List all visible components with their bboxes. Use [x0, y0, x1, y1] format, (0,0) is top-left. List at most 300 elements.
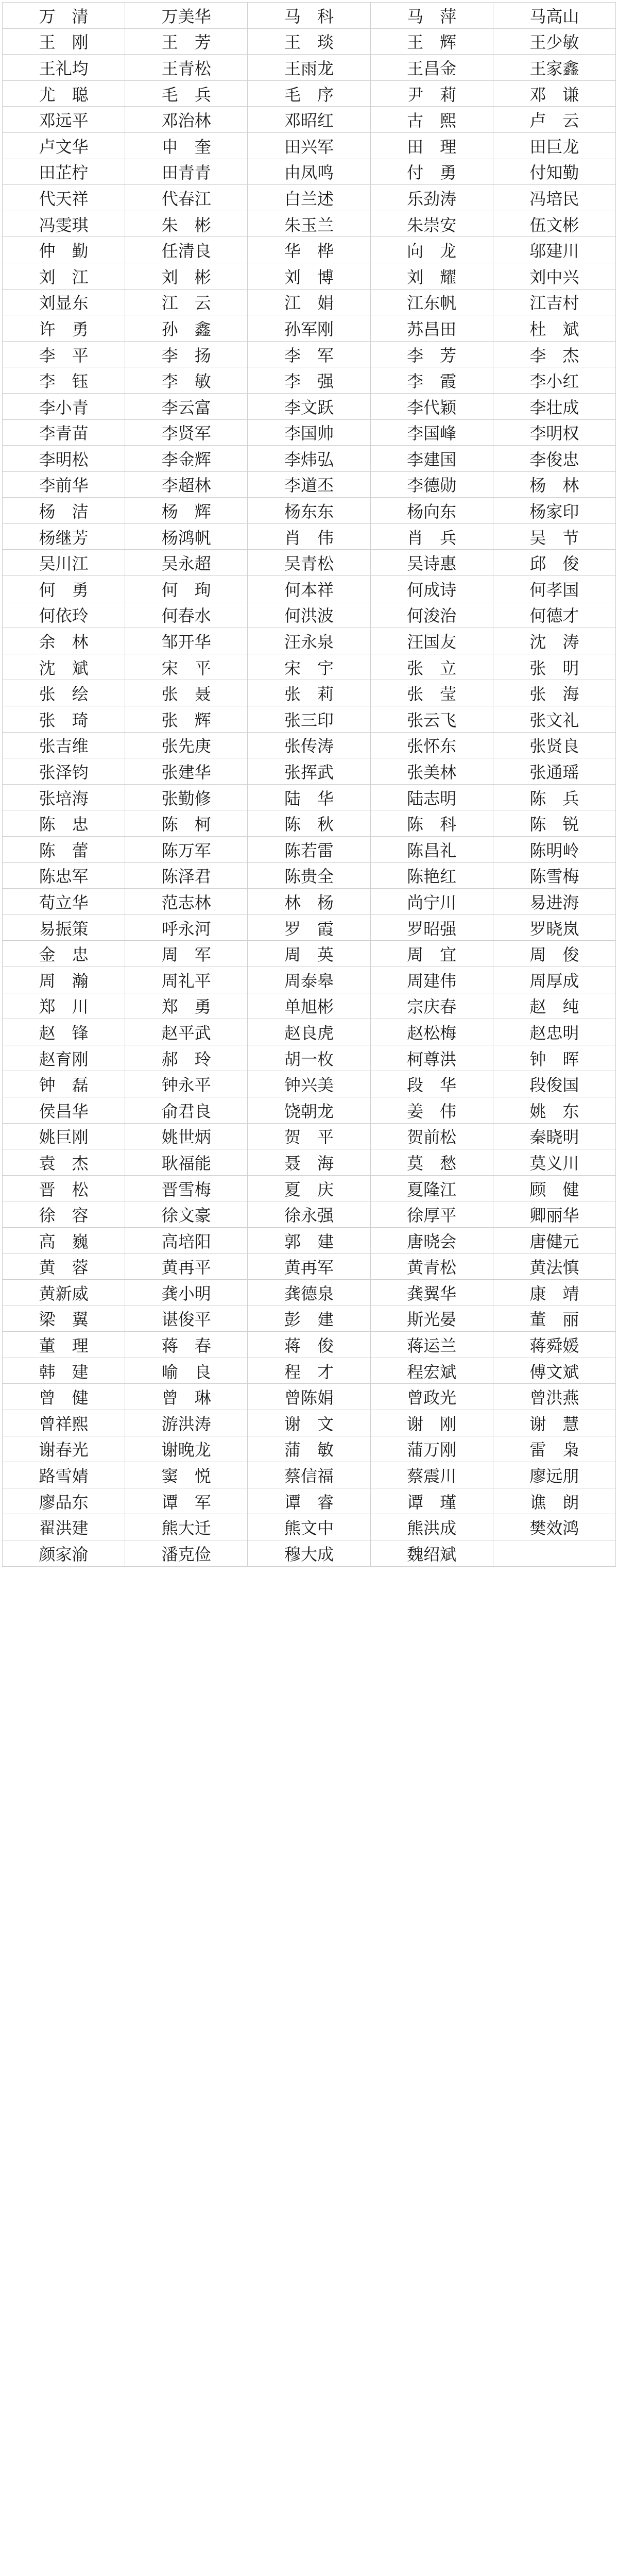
name-cell: 王 琰 — [248, 28, 370, 55]
name-cell: 夏 庆 — [248, 1175, 370, 1201]
name-cell: 乐劲涛 — [370, 185, 493, 211]
name-cell: 宗庆春 — [370, 993, 493, 1019]
name-cell: 张 海 — [493, 680, 615, 706]
name-cell: 何浚治 — [370, 602, 493, 628]
name-cell: 周 宜 — [370, 941, 493, 967]
name-cell: 呼永河 — [125, 914, 248, 941]
table-row — [3, 1175, 616, 1201]
table-row — [3, 706, 616, 733]
name-cell: 徐文豪 — [125, 1201, 248, 1228]
name-cell: 康 靖 — [493, 1280, 615, 1306]
name-cell: 曾陈娟 — [248, 1384, 370, 1410]
table-row — [3, 1097, 616, 1123]
table-row — [3, 1123, 616, 1149]
name-cell: 李 敏 — [125, 367, 248, 394]
name-cell: 张云飞 — [370, 706, 493, 733]
name-cell: 田青青 — [125, 159, 248, 185]
name-cell: 代春江 — [125, 185, 248, 211]
name-cell: 王礼均 — [3, 55, 125, 81]
name-cell: 范志林 — [125, 889, 248, 915]
name-cell: 周 军 — [125, 941, 248, 967]
name-cell: 何 珣 — [125, 576, 248, 602]
name-cell: 李 扬 — [125, 341, 248, 367]
table-row — [3, 263, 616, 289]
name-cell: 张 绘 — [3, 680, 125, 706]
name-cell: 田 理 — [370, 132, 493, 159]
name-cell: 李国帅 — [248, 419, 370, 446]
table-row — [3, 1436, 616, 1462]
name-cell: 由凤鸣 — [248, 159, 370, 185]
table-row — [3, 1462, 616, 1488]
name-cell: 江 娟 — [248, 289, 370, 315]
name-cell: 林 杨 — [248, 889, 370, 915]
name-cell: 赵育刚 — [3, 1045, 125, 1071]
name-cell: 龚德泉 — [248, 1280, 370, 1306]
table-row — [3, 1488, 616, 1514]
table-row — [3, 576, 616, 602]
name-cell: 冯雯琪 — [3, 211, 125, 237]
name-cell: 罗昭强 — [370, 914, 493, 941]
name-cell: 尤 聪 — [3, 80, 125, 107]
name-cell: 曾祥熙 — [3, 1410, 125, 1436]
table-row — [3, 1149, 616, 1176]
table-row — [3, 1280, 616, 1306]
name-cell: 陈 忠 — [3, 810, 125, 837]
name-cell: 黄法慎 — [493, 1253, 615, 1280]
table-row — [3, 810, 616, 837]
name-cell: 黄 蓉 — [3, 1253, 125, 1280]
name-cell: 王 刚 — [3, 28, 125, 55]
name-cell: 李炜弘 — [248, 446, 370, 472]
table-row — [3, 862, 616, 889]
name-cell: 张建华 — [125, 758, 248, 785]
table-row — [3, 1410, 616, 1436]
table-row — [3, 55, 616, 81]
name-cell: 李青苗 — [3, 419, 125, 446]
name-cell: 徐永强 — [248, 1201, 370, 1228]
name-cell: 徐 容 — [3, 1201, 125, 1228]
name-cell: 李明松 — [3, 446, 125, 472]
table-row — [3, 837, 616, 863]
name-cell: 毛 兵 — [125, 80, 248, 107]
name-cell: 张培海 — [3, 784, 125, 810]
table-row — [3, 1358, 616, 1384]
name-cell: 熊洪成 — [370, 1514, 493, 1540]
name-cell: 陈 锐 — [493, 810, 615, 837]
table-row — [3, 3, 616, 29]
name-cell: 张 聂 — [125, 680, 248, 706]
name-cell: 蒲万刚 — [370, 1436, 493, 1462]
name-cell: 张挥武 — [248, 758, 370, 785]
table-row — [3, 1514, 616, 1540]
name-cell: 李明权 — [493, 419, 615, 446]
name-cell: 钟 晖 — [493, 1045, 615, 1071]
name-cell: 姚世炳 — [125, 1123, 248, 1149]
name-cell: 周厚成 — [493, 967, 615, 993]
name-cell: 沈 涛 — [493, 628, 615, 654]
name-cell: 王少敏 — [493, 28, 615, 55]
name-cell: 梁 翼 — [3, 1306, 125, 1332]
name-cell: 杨 洁 — [3, 498, 125, 524]
name-cell: 韩 建 — [3, 1358, 125, 1384]
name-cell: 郭 建 — [248, 1227, 370, 1253]
name-cell: 伍文彬 — [493, 211, 615, 237]
name-cell: 柯尊洪 — [370, 1045, 493, 1071]
name-cell: 杨东东 — [248, 498, 370, 524]
name-cell: 张传涛 — [248, 732, 370, 758]
name-cell: 杨家印 — [493, 498, 615, 524]
name-cell: 朱崇安 — [370, 211, 493, 237]
name-cell: 卢 云 — [493, 107, 615, 133]
name-cell: 谢 刚 — [370, 1410, 493, 1436]
name-cell: 陈若雷 — [248, 837, 370, 863]
name-cell: 王家鑫 — [493, 55, 615, 81]
name-cell: 谢春光 — [3, 1436, 125, 1462]
name-cell: 陈艳红 — [370, 862, 493, 889]
table-row — [3, 80, 616, 107]
name-cell: 张贤良 — [493, 732, 615, 758]
table-row — [3, 993, 616, 1019]
name-cell: 雷 枭 — [493, 1436, 615, 1462]
name-cell: 陈雪梅 — [493, 862, 615, 889]
name-cell: 谢 慧 — [493, 1410, 615, 1436]
name-cell: 熊文中 — [248, 1514, 370, 1540]
name-cell: 赵松梅 — [370, 1019, 493, 1045]
table-row — [3, 341, 616, 367]
name-cell: 李建国 — [370, 446, 493, 472]
name-cell: 张怀东 — [370, 732, 493, 758]
name-cell: 李 杰 — [493, 341, 615, 367]
name-cell: 何春水 — [125, 602, 248, 628]
name-cell: 汪永泉 — [248, 628, 370, 654]
name-cell: 何孝国 — [493, 576, 615, 602]
name-cell: 赵忠明 — [493, 1019, 615, 1045]
name-cell: 斯光晏 — [370, 1306, 493, 1332]
name-cell: 李贤军 — [125, 419, 248, 446]
table-row — [3, 732, 616, 758]
table-row — [3, 784, 616, 810]
table-row — [3, 680, 616, 706]
name-cell: 李金辉 — [125, 446, 248, 472]
name-cell: 沈 斌 — [3, 654, 125, 680]
name-cell: 李小红 — [493, 367, 615, 394]
table-row — [3, 185, 616, 211]
table-row — [3, 132, 616, 159]
name-cell: 樊效鸿 — [493, 1514, 615, 1540]
name-cell: 付知勤 — [493, 159, 615, 185]
name-cell: 宋 平 — [125, 654, 248, 680]
name-cell: 钟永平 — [125, 1071, 248, 1097]
table-row — [3, 1253, 616, 1280]
name-cell: 晋 松 — [3, 1175, 125, 1201]
name-cell: 蒋运兰 — [370, 1332, 493, 1358]
name-cell: 姜 伟 — [370, 1097, 493, 1123]
name-cell: 翟洪建 — [3, 1514, 125, 1540]
name-cell: 钟兴美 — [248, 1071, 370, 1097]
name-cell: 杨 林 — [493, 471, 615, 498]
name-cell: 郑 勇 — [125, 993, 248, 1019]
table-row — [3, 602, 616, 628]
name-cell: 冯培民 — [493, 185, 615, 211]
name-cell: 莫义川 — [493, 1149, 615, 1176]
name-cell: 何 勇 — [3, 576, 125, 602]
name-cell: 杨继芳 — [3, 523, 125, 550]
name-cell: 黄再军 — [248, 1253, 370, 1280]
name-cell: 刘 江 — [3, 263, 125, 289]
name-cell: 张先庚 — [125, 732, 248, 758]
name-cell: 蒲 敏 — [248, 1436, 370, 1462]
name-cell: 金 忠 — [3, 941, 125, 967]
table-row — [3, 419, 616, 446]
name-cell: 李前华 — [3, 471, 125, 498]
name-cell: 江 云 — [125, 289, 248, 315]
name-cell: 邓远平 — [3, 107, 125, 133]
name-cell: 姚 东 — [493, 1097, 615, 1123]
name-cell: 卢文华 — [3, 132, 125, 159]
name-cell: 刘中兴 — [493, 263, 615, 289]
table-row — [3, 1332, 616, 1358]
name-cell: 龚翼华 — [370, 1280, 493, 1306]
name-cell: 单旭彬 — [248, 993, 370, 1019]
name-cell: 李道丕 — [248, 471, 370, 498]
name-cell: 赵平武 — [125, 1019, 248, 1045]
name-cell: 陈昌礼 — [370, 837, 493, 863]
table-row — [3, 1384, 616, 1410]
name-cell: 汪国友 — [370, 628, 493, 654]
name-cell: 黄再平 — [125, 1253, 248, 1280]
name-cell — [493, 1540, 615, 1567]
name-cell: 李俊忠 — [493, 446, 615, 472]
name-cell: 胡一枚 — [248, 1045, 370, 1071]
table-row — [3, 211, 616, 237]
name-cell: 张美林 — [370, 758, 493, 785]
name-cell: 傅文斌 — [493, 1358, 615, 1384]
name-cell: 周 英 — [248, 941, 370, 967]
table-row — [3, 393, 616, 419]
name-cell: 田芷柠 — [3, 159, 125, 185]
name-cell: 王青松 — [125, 55, 248, 81]
name-cell: 潘克俭 — [125, 1540, 248, 1567]
name-cell: 易进海 — [493, 889, 615, 915]
name-cell: 杨向东 — [370, 498, 493, 524]
name-cell: 刘 博 — [248, 263, 370, 289]
name-cell: 廖远朋 — [493, 1462, 615, 1488]
name-cell: 周泰皋 — [248, 967, 370, 993]
name-cell: 张 立 — [370, 654, 493, 680]
name-cell: 张 辉 — [125, 706, 248, 733]
name-cell: 朱 彬 — [125, 211, 248, 237]
name-cell: 张泽钧 — [3, 758, 125, 785]
table-row — [3, 1045, 616, 1071]
table-row — [3, 1540, 616, 1567]
table-row — [3, 28, 616, 55]
name-cell: 俞君良 — [125, 1097, 248, 1123]
name-cell: 程宏斌 — [370, 1358, 493, 1384]
name-cell: 曾政光 — [370, 1384, 493, 1410]
name-cell: 邓 谦 — [493, 80, 615, 107]
table-row — [3, 523, 616, 550]
name-cell: 徐厚平 — [370, 1201, 493, 1228]
name-cell: 何依玲 — [3, 602, 125, 628]
table-row — [3, 1071, 616, 1097]
name-cell: 杜 斌 — [493, 315, 615, 342]
name-cell: 李小青 — [3, 393, 125, 419]
name-cell: 颜家渝 — [3, 1540, 125, 1567]
name-cell: 申 奎 — [125, 132, 248, 159]
name-cell: 谌俊平 — [125, 1306, 248, 1332]
name-cell: 马 科 — [248, 3, 370, 29]
name-cell: 张 明 — [493, 654, 615, 680]
name-cell: 路雪婧 — [3, 1462, 125, 1488]
name-cell: 张勤修 — [125, 784, 248, 810]
name-cell: 王 芳 — [125, 28, 248, 55]
name-cell: 毛 序 — [248, 80, 370, 107]
name-cell: 陈 兵 — [493, 784, 615, 810]
name-cell: 孙军刚 — [248, 315, 370, 342]
table-row — [3, 367, 616, 394]
name-cell: 周 瀚 — [3, 967, 125, 993]
name-cell: 郑 川 — [3, 993, 125, 1019]
name-cell: 何本祥 — [248, 576, 370, 602]
name-cell: 仲 勤 — [3, 237, 125, 263]
name-cell: 杨鸿帆 — [125, 523, 248, 550]
table-row — [3, 654, 616, 680]
name-cell: 谢晚龙 — [125, 1436, 248, 1462]
name-cell: 高培阳 — [125, 1227, 248, 1253]
name-cell: 代天祥 — [3, 185, 125, 211]
name-cell: 黄青松 — [370, 1253, 493, 1280]
name-cell: 杨 辉 — [125, 498, 248, 524]
name-cell: 李 平 — [3, 341, 125, 367]
table-row — [3, 967, 616, 993]
name-cell: 董 丽 — [493, 1306, 615, 1332]
name-cell: 邓昭红 — [248, 107, 370, 133]
name-cell: 许 勇 — [3, 315, 125, 342]
table-row — [3, 237, 616, 263]
table-row — [3, 159, 616, 185]
name-cell: 陆志明 — [370, 784, 493, 810]
name-cell: 李 强 — [248, 367, 370, 394]
name-cell: 付 勇 — [370, 159, 493, 185]
name-cell: 彭 建 — [248, 1306, 370, 1332]
name-cell: 朱玉兰 — [248, 211, 370, 237]
name-cell: 谢 文 — [248, 1410, 370, 1436]
table-row — [3, 1019, 616, 1045]
name-cell: 蒋舜媛 — [493, 1332, 615, 1358]
name-cell: 段俊国 — [493, 1071, 615, 1097]
name-cell: 邓治林 — [125, 107, 248, 133]
name-cell: 夏隆江 — [370, 1175, 493, 1201]
name-cell: 古 熙 — [370, 107, 493, 133]
name-cell: 程 才 — [248, 1358, 370, 1384]
name-cell: 郝 玲 — [125, 1045, 248, 1071]
name-cell: 江东帆 — [370, 289, 493, 315]
name-table-body — [3, 3, 616, 1567]
name-cell: 刘 耀 — [370, 263, 493, 289]
name-cell: 蒋 春 — [125, 1332, 248, 1358]
name-cell: 荀立华 — [3, 889, 125, 915]
name-cell: 肖 兵 — [370, 523, 493, 550]
name-cell: 秦晓明 — [493, 1123, 615, 1149]
name-cell: 蒋 俊 — [248, 1332, 370, 1358]
name-cell: 游洪涛 — [125, 1410, 248, 1436]
name-cell: 华 桦 — [248, 237, 370, 263]
name-cell: 白兰述 — [248, 185, 370, 211]
name-cell: 马高山 — [493, 3, 615, 29]
table-row — [3, 914, 616, 941]
name-cell: 曾 健 — [3, 1384, 125, 1410]
name-cell: 谯 朗 — [493, 1488, 615, 1514]
name-cell: 周礼平 — [125, 967, 248, 993]
table-row — [3, 315, 616, 342]
name-cell: 田巨龙 — [493, 132, 615, 159]
name-cell: 陈 科 — [370, 810, 493, 837]
table-row — [3, 107, 616, 133]
name-cell: 李 芳 — [370, 341, 493, 367]
name-cell: 陈贵全 — [248, 862, 370, 889]
name-cell: 穆大成 — [248, 1540, 370, 1567]
name-cell: 莫 愁 — [370, 1149, 493, 1176]
name-cell: 宋 宇 — [248, 654, 370, 680]
name-cell: 窦 悦 — [125, 1462, 248, 1488]
name-cell: 吴川江 — [3, 550, 125, 576]
name-cell: 唐健元 — [493, 1227, 615, 1253]
table-row — [3, 446, 616, 472]
name-cell: 陈忠军 — [3, 862, 125, 889]
name-cell: 魏绍斌 — [370, 1540, 493, 1567]
name-cell: 陈明岭 — [493, 837, 615, 863]
name-cell: 苏昌田 — [370, 315, 493, 342]
name-cell: 余 林 — [3, 628, 125, 654]
name-cell: 廖品东 — [3, 1488, 125, 1514]
name-cell: 贺前松 — [370, 1123, 493, 1149]
name-cell: 何洪波 — [248, 602, 370, 628]
name-cell: 吴诗惠 — [370, 550, 493, 576]
name-cell: 张三印 — [248, 706, 370, 733]
name-cell: 王 辉 — [370, 28, 493, 55]
name-cell: 陈泽君 — [125, 862, 248, 889]
name-cell: 何德才 — [493, 602, 615, 628]
name-cell: 曾 琳 — [125, 1384, 248, 1410]
name-cell: 李文跃 — [248, 393, 370, 419]
name-cell: 邹开华 — [125, 628, 248, 654]
name-cell: 李云富 — [125, 393, 248, 419]
table-row — [3, 941, 616, 967]
name-cell: 万美华 — [125, 3, 248, 29]
table-row — [3, 1227, 616, 1253]
name-cell: 黄新威 — [3, 1280, 125, 1306]
name-cell: 张文礼 — [493, 706, 615, 733]
name-cell: 万 清 — [3, 3, 125, 29]
name-cell: 孙 鑫 — [125, 315, 248, 342]
name-cell: 陈万军 — [125, 837, 248, 863]
name-cell: 邱 俊 — [493, 550, 615, 576]
name-cell: 尹 莉 — [370, 80, 493, 107]
name-cell: 侯昌华 — [3, 1097, 125, 1123]
name-cell: 易振策 — [3, 914, 125, 941]
name-cell: 刘 彬 — [125, 263, 248, 289]
name-table — [2, 2, 616, 1567]
name-cell: 张 莹 — [370, 680, 493, 706]
name-cell: 李代颖 — [370, 393, 493, 419]
table-row — [3, 889, 616, 915]
name-cell: 张吉维 — [3, 732, 125, 758]
name-cell: 钟 磊 — [3, 1071, 125, 1097]
table-row — [3, 471, 616, 498]
table-row — [3, 628, 616, 654]
table-row — [3, 758, 616, 785]
name-cell: 袁 杰 — [3, 1149, 125, 1176]
